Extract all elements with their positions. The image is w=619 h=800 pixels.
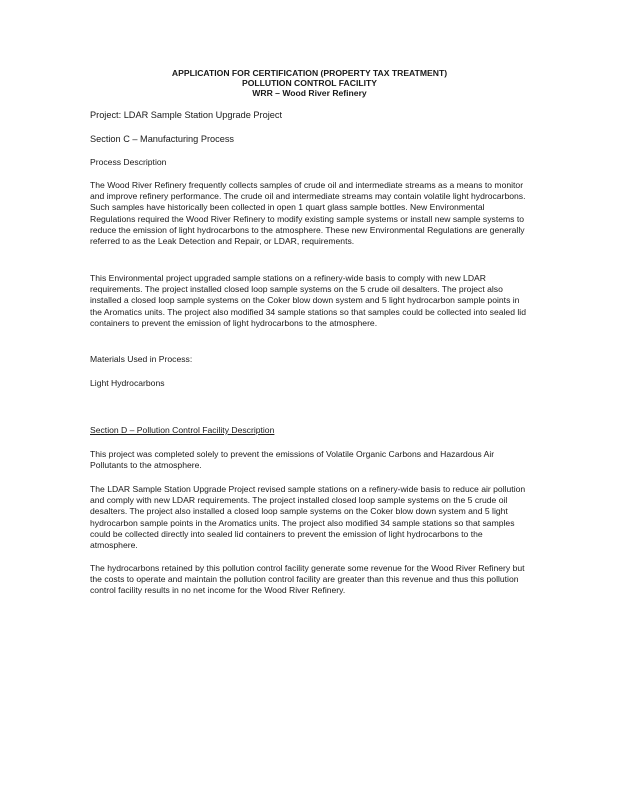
- header-subtitle: POLLUTION CONTROL FACILITY: [242, 78, 377, 88]
- materials-item: Light Hydrocarbons: [90, 378, 165, 388]
- document-header: [0, 68, 619, 98]
- section-d-paragraph-1: This project was completed solely to prevent the emissions of Volatile Organic Carbons and Hazardous Air Pollutants to the atmosphere.: [90, 449, 495, 471]
- process-description-paragraph-2: This Environmental project upgraded sample stations on a refinery-wide basis to comply with new LDAR requirements. The project installed closed loop sample systems on the 5 crude oil desalters. The project also installed a closed loop sample systems on the Coker blow down system and 5 light hydrocarbon sample points in the Aromatics units. The project also modified 34 sample stations so that samples could be collected into sealed lid containers to prevent the emission of light hydrocarbons to the atmosphere.: [90, 273, 526, 328]
- header-facility: WRR – Wood River Refinery: [252, 88, 367, 98]
- project-title: Project: LDAR Sample Station Upgrade Project: [90, 110, 283, 120]
- materials-heading: Materials Used in Process:: [90, 354, 193, 364]
- section-d-title: Section D – Pollution Control Facility Description: [90, 425, 275, 435]
- section-d-paragraph-3: The hydrocarbons retained by this pollution control facility generate some revenue for the Wood River Refinery but the costs to operate and maintain the pollution control facility are greater than this revenue and thus this pollution control facility results in no net income for the Wood River Refinery.: [90, 563, 525, 596]
- section-c-title: Section C – Manufacturing Process: [90, 134, 235, 144]
- process-description-paragraph-1: The Wood River Refinery frequently collects samples of crude oil and intermediate streams as a means to monitor and improve refinery performance. The crude oil and intermediate streams may contain volatile light hydrocarbons. Such samples have historically been collected in open 1 quart glass sample bottles. New Environmental Regulations required the Wood River Refinery to modify existing sample systems or install new sample systems to reduce the emission of light hydrocarbons to the atmosphere. These new Environmental Regulations are generally referred to as the Leak Detection and Repair, or LDAR, requirements.: [90, 180, 526, 247]
- section-d-paragraph-2: The LDAR Sample Station Upgrade Project revised sample stations on a refinery-wide basis to reduce air pollution and comply with new LDAR requirements. The project installed closed loop sample systems on the 5 crude oil desalters. The project also installed a closed loop sample systems on the Coker blow down system and 5 light hydrocarbon sample points in the Aromatics units. The project also modified 34 sample stations so that samples could be collected directly into sealed lid containers to prevent the emission of light hydrocarbons to the atmosphere.: [90, 484, 526, 551]
- header-title: APPLICATION FOR CERTIFICATION (PROPERTY TAX TREATMENT): [171, 68, 448, 78]
- process-description-heading: Process Description: [90, 157, 167, 167]
